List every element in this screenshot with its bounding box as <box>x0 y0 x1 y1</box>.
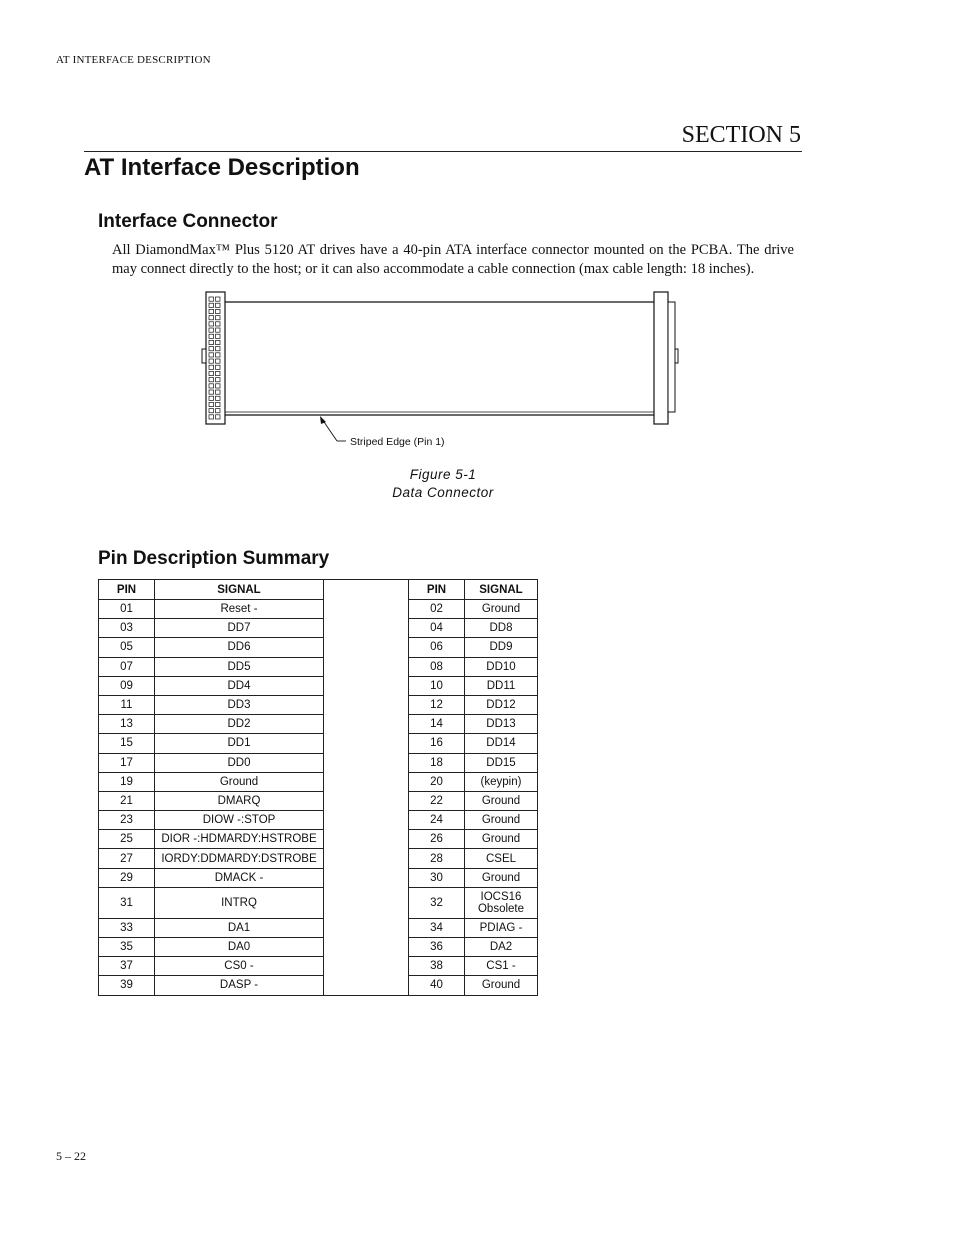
connector-pin <box>216 334 221 338</box>
table-cell: DD1 <box>155 734 324 753</box>
section-rule <box>84 151 802 152</box>
table-cell: 16 <box>409 734 465 753</box>
table-cell: 13 <box>99 715 155 734</box>
table-cell: 31 <box>99 887 155 918</box>
table-row <box>99 638 538 657</box>
table-row <box>99 849 538 868</box>
connector-pin <box>216 353 221 357</box>
table-cell: 09 <box>99 676 155 695</box>
interface-connector-heading: Interface Connector <box>98 211 278 232</box>
table-cell: DD6 <box>155 638 324 657</box>
table-cell: DD5 <box>155 657 324 676</box>
page-number: 5 – 22 <box>56 1149 86 1163</box>
table-cell: Ground <box>465 811 538 830</box>
connector-pin <box>216 322 221 326</box>
table-cell: (keypin) <box>465 772 538 791</box>
data-connector-diagram <box>200 288 690 458</box>
table-cell: 14 <box>409 715 465 734</box>
table-cell: 23 <box>99 811 155 830</box>
table-cell: CS1 - <box>465 957 538 976</box>
table-cell: 21 <box>99 791 155 810</box>
table-row <box>99 772 538 791</box>
table-row <box>99 791 538 810</box>
table-row <box>99 753 538 772</box>
cell-line: Obsolete <box>477 902 525 915</box>
connector-pin <box>209 303 214 307</box>
connector-pin <box>209 415 214 419</box>
connector-pin <box>216 297 221 301</box>
table-cell: DD2 <box>155 715 324 734</box>
table-cell: CSEL <box>465 849 538 868</box>
table-cell: DIOW -:STOP <box>155 811 324 830</box>
connector-pin <box>209 384 214 388</box>
table-cell: DD8 <box>465 619 538 638</box>
table-cell <box>465 887 538 918</box>
table-cell: IORDY:DDMARDY:DSTROBE <box>155 849 324 868</box>
column-header: SIGNAL <box>465 580 538 600</box>
connector-pin <box>216 365 221 369</box>
table-cell: DD0 <box>155 753 324 772</box>
connector-pin <box>209 359 214 363</box>
striped-edge-label: Striped Edge (Pin 1) <box>350 436 445 448</box>
pin-summary-heading: Pin Description Summary <box>98 548 330 569</box>
striped-edge-pointer <box>320 416 346 441</box>
connector-pin <box>216 415 221 419</box>
table-cell: DD7 <box>155 619 324 638</box>
table-cell: 27 <box>99 849 155 868</box>
connector-pin <box>209 322 214 326</box>
table-cell: 05 <box>99 638 155 657</box>
table-cell: DIOR -:HDMARDY:HSTROBE <box>155 830 324 849</box>
table-cell: 12 <box>409 695 465 714</box>
table-cell: 39 <box>99 976 155 995</box>
table-cell: 25 <box>99 830 155 849</box>
table-row <box>99 695 538 714</box>
column-header: PIN <box>99 580 155 600</box>
connector-pin <box>216 316 221 320</box>
table-cell: 33 <box>99 918 155 937</box>
table-cell: DD15 <box>465 753 538 772</box>
connector-pin <box>216 340 221 344</box>
table-cell: 38 <box>409 957 465 976</box>
right-connector <box>654 292 678 424</box>
table-cell: 36 <box>409 938 465 957</box>
table-cell: 24 <box>409 811 465 830</box>
table-cell: DD12 <box>465 695 538 714</box>
table-gap <box>324 600 409 996</box>
table-cell: Ground <box>465 868 538 887</box>
connector-pin <box>209 297 214 301</box>
table-cell: DMACK - <box>155 868 324 887</box>
table-cell: 03 <box>99 619 155 638</box>
table-cell: 34 <box>409 918 465 937</box>
table-row <box>99 734 538 753</box>
table-cell: PDIAG - <box>465 918 538 937</box>
cell-line: IOCS16 <box>480 890 522 903</box>
table-cell: 35 <box>99 938 155 957</box>
table-row <box>99 938 538 957</box>
page-title: AT Interface Description <box>84 154 360 181</box>
table-row <box>99 619 538 638</box>
left-connector <box>202 292 225 424</box>
table-cell: DD10 <box>465 657 538 676</box>
table-cell: 29 <box>99 868 155 887</box>
table-cell: 28 <box>409 849 465 868</box>
table-cell: 17 <box>99 753 155 772</box>
connector-pin <box>209 340 214 344</box>
table-cell: 32 <box>409 887 465 918</box>
pin-description-table <box>98 579 538 996</box>
connector-pin <box>209 365 214 369</box>
table-cell: DA1 <box>155 918 324 937</box>
connector-pin <box>216 384 221 388</box>
connector-pin <box>216 378 221 382</box>
connector-pin <box>216 359 221 363</box>
connector-pin <box>209 402 214 406</box>
table-row <box>99 811 538 830</box>
column-header: PIN <box>409 580 465 600</box>
table-cell: DA0 <box>155 938 324 957</box>
table-row <box>99 830 538 849</box>
table-cell: 18 <box>409 753 465 772</box>
connector-pin <box>216 402 221 406</box>
table-cell: DD3 <box>155 695 324 714</box>
figure-number: Figure 5-1 <box>409 467 477 482</box>
table-cell: 04 <box>409 619 465 638</box>
table-cell: 10 <box>409 676 465 695</box>
table-row <box>99 976 538 995</box>
table-cell: Ground <box>465 976 538 995</box>
table-row <box>99 657 538 676</box>
table-cell: 01 <box>99 600 155 619</box>
table-cell: DD4 <box>155 676 324 695</box>
connector-pin <box>209 409 214 413</box>
table-header-row <box>99 580 538 600</box>
ribbon-cable <box>225 302 654 415</box>
column-header: SIGNAL <box>155 580 324 600</box>
table-row <box>99 715 538 734</box>
connector-pin <box>216 309 221 313</box>
table-cell: 26 <box>409 830 465 849</box>
figure-title: Data Connector <box>392 485 494 500</box>
table-row <box>99 887 538 918</box>
interface-connector-paragraph: All DiamondMax™ Plus 5120 AT drives have a 40-pin ATA interface connector mounted on the PCBA. The drive may connect directly to the host; or it can also accommodate a cable connection (max cable length: 18 inches). <box>112 242 794 277</box>
connector-pin <box>209 347 214 351</box>
connector-pin <box>216 347 221 351</box>
connector-pin <box>216 396 221 400</box>
table-cell: DD14 <box>465 734 538 753</box>
table-cell: Reset - <box>155 600 324 619</box>
connector-pin <box>209 390 214 394</box>
connector-pin <box>209 328 214 332</box>
table-cell: 20 <box>409 772 465 791</box>
table-cell: 22 <box>409 791 465 810</box>
table-cell: 15 <box>99 734 155 753</box>
connector-pin <box>216 328 221 332</box>
table-cell: 11 <box>99 695 155 714</box>
table-row <box>99 676 538 695</box>
table-cell: Ground <box>155 772 324 791</box>
table-cell: 19 <box>99 772 155 791</box>
table-cell: 07 <box>99 657 155 676</box>
connector-pin <box>209 378 214 382</box>
connector-pin <box>209 309 214 313</box>
connector-pin <box>209 371 214 375</box>
table-cell: DMARQ <box>155 791 324 810</box>
table-cell: DA2 <box>465 938 538 957</box>
table-cell: 40 <box>409 976 465 995</box>
table-cell: 06 <box>409 638 465 657</box>
figure-caption <box>343 466 543 502</box>
connector-pin <box>216 371 221 375</box>
connector-pin <box>216 390 221 394</box>
connector-pin <box>209 316 214 320</box>
table-cell: DD13 <box>465 715 538 734</box>
table-cell: DD9 <box>465 638 538 657</box>
table-cell: Ground <box>465 600 538 619</box>
table-cell: DD11 <box>465 676 538 695</box>
table-row <box>99 868 538 887</box>
connector-pin <box>209 353 214 357</box>
running-header: AT INTERFACE DESCRIPTION <box>56 54 211 66</box>
connector-pin <box>209 334 214 338</box>
table-cell: Ground <box>465 791 538 810</box>
table-cell: Ground <box>465 830 538 849</box>
table-cell: DASP - <box>155 976 324 995</box>
table-cell: 08 <box>409 657 465 676</box>
table-row <box>99 918 538 937</box>
table-row <box>99 957 538 976</box>
table-cell: 30 <box>409 868 465 887</box>
table-cell: 37 <box>99 957 155 976</box>
connector-pin <box>216 409 221 413</box>
connector-pin <box>209 396 214 400</box>
table-cell: 02 <box>409 600 465 619</box>
table-row <box>99 600 538 619</box>
connector-pin <box>216 303 221 307</box>
section-label: SECTION 5 <box>681 122 801 148</box>
table-cell: CS0 - <box>155 957 324 976</box>
table-gap <box>324 580 409 600</box>
table-cell: INTRQ <box>155 887 324 918</box>
